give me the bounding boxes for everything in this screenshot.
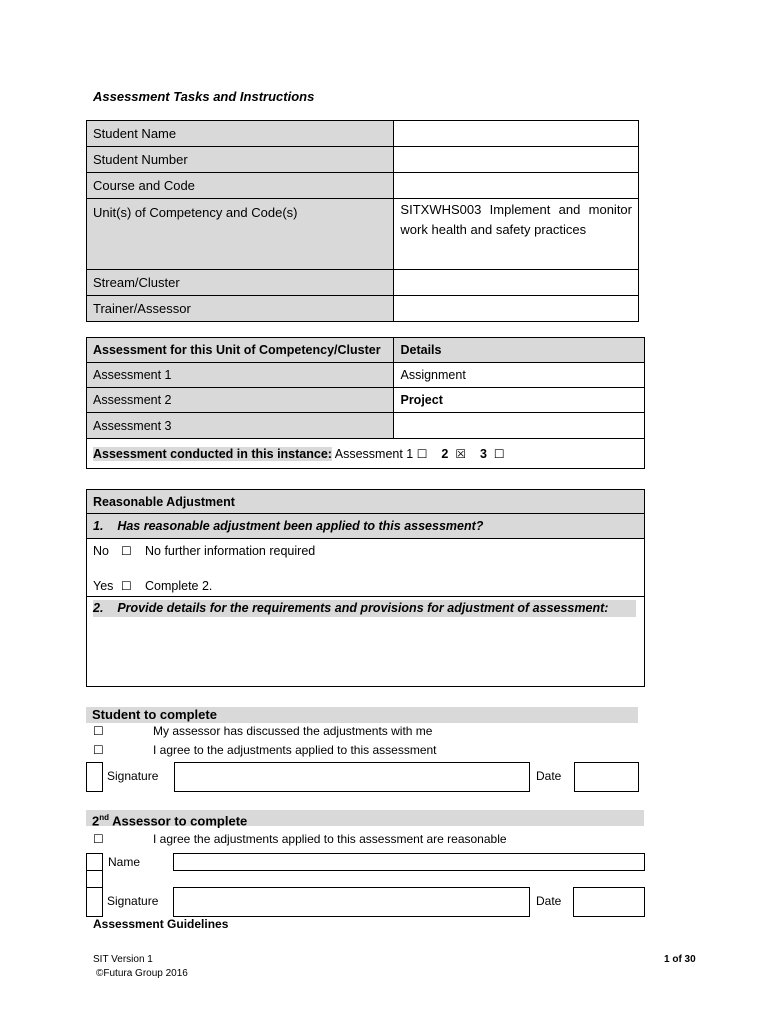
footer-version: SIT Version 1 [93, 954, 153, 965]
assessor2-title-num: 2 [92, 813, 100, 829]
table-header-row [87, 490, 645, 514]
student-name-field[interactable] [394, 121, 639, 147]
table-row [87, 597, 645, 687]
student-info-table [86, 120, 639, 322]
assessor2-title-sup: nd [99, 813, 110, 822]
assessor2-item-1 [93, 832, 507, 846]
assessment-1-label: Assessment 1 [87, 363, 394, 388]
student-signature-field[interactable] [174, 762, 530, 792]
table-row [87, 539, 645, 597]
no-label: No [93, 544, 109, 558]
assessment-2-checkbox[interactable]: ☒ [455, 446, 467, 461]
assessment-3-checkbox[interactable]: ☐ [493, 446, 505, 461]
assessor2-name-field[interactable] [173, 853, 645, 871]
table-header-row [87, 338, 645, 363]
reasonable-adjustment-title: Reasonable Adjustment [87, 490, 645, 514]
student-number-field[interactable] [394, 147, 639, 173]
student-date-field[interactable] [574, 762, 639, 792]
table-row [87, 296, 639, 322]
assessor2-margin-box-3 [86, 887, 103, 917]
student-signature-label: Signature [107, 769, 159, 783]
student-item-2-text: I agree to the adjustments applied to this assessment [153, 743, 437, 757]
footer-copyright: ©Futura Group 2016 [96, 968, 188, 979]
reasonable-adjustment-table [86, 489, 645, 687]
course-code-label: Course and Code [87, 173, 394, 199]
table-row [87, 173, 639, 199]
assessment-instance-label: Assessment conducted in this instance: [93, 446, 332, 461]
assessor2-margin-box-2 [86, 870, 103, 888]
assessment-2-value: Project [394, 388, 645, 413]
yes-checkbox[interactable]: ☐ [121, 579, 132, 593]
table-row [87, 199, 639, 270]
assessor2-date-field[interactable] [573, 887, 645, 917]
assessor2-item-1-checkbox[interactable]: ☐ [93, 832, 104, 846]
adjustment-details-field[interactable] [87, 597, 645, 687]
yes-option [93, 577, 638, 595]
assessor2-signature-label: Signature [107, 894, 159, 908]
student-number-label: Student Number [87, 147, 394, 173]
assessment-instance-opt3-label: 3 [480, 446, 487, 461]
assessment-instance-opt1-label: Assessment 1 [334, 446, 414, 461]
assessor2-item-1-text: I agree the adjustments applied to this assessment are reasonable [153, 832, 507, 846]
assessor2-name-label: Name [108, 855, 141, 869]
trainer-assessor-field[interactable] [394, 296, 639, 322]
table-row [87, 388, 645, 413]
student-item-1-checkbox[interactable]: ☐ [93, 724, 104, 738]
assessment-1-value: Assignment [394, 363, 645, 388]
footer-page-number: 1 of 30 [664, 954, 696, 965]
student-item-1-text: My assessor has discussed the adjustments with me [153, 724, 433, 738]
table-row [87, 270, 639, 296]
student-item-1 [93, 724, 432, 738]
student-date-label: Date [536, 769, 562, 783]
student-signature-margin-box [86, 762, 103, 792]
assessment-2-label: Assessment 2 [87, 388, 394, 413]
course-code-field[interactable] [394, 173, 639, 199]
assessment-3-value [394, 413, 645, 439]
table-row [87, 514, 645, 539]
assessment-guidelines-heading: Assessment Guidelines [93, 917, 229, 931]
assessor2-margin-box-1 [86, 853, 103, 871]
yes-text: Complete 2. [145, 579, 213, 593]
assessment-instance-row [87, 439, 645, 469]
trainer-assessor-label: Trainer/Assessor [87, 296, 394, 322]
no-text: No further information required [145, 544, 316, 558]
student-complete-title: Student to complete [86, 707, 638, 723]
student-name-label: Student Name [87, 121, 394, 147]
no-checkbox[interactable]: ☐ [121, 544, 132, 558]
unit-competency-label: Unit(s) of Competency and Code(s) [87, 199, 394, 270]
table-row [87, 439, 645, 469]
assessor2-date-label: Date [536, 894, 562, 908]
student-item-2 [93, 743, 437, 757]
assessor2-title [86, 810, 644, 829]
assessment-1-checkbox[interactable]: ☐ [416, 446, 428, 461]
page-title: Assessment Tasks and Instructions [93, 89, 315, 104]
adjustment-question-1: 1. Has reasonable adjustment been applied to this assessment? [87, 514, 645, 539]
assessment-header-left: Assessment for this Unit of Competency/Cluster [87, 338, 394, 363]
assessment-3-label: Assessment 3 [87, 413, 394, 439]
table-row [87, 147, 639, 173]
table-row [87, 121, 639, 147]
adjustment-question-2: 2. Provide details for the requirements and provisions for adjustment of assessment: [93, 600, 636, 617]
student-item-2-checkbox[interactable]: ☐ [93, 743, 104, 757]
assessment-table [86, 337, 645, 469]
table-row [87, 363, 645, 388]
unit-competency-value: SITXWHS003 Implement and monitor work health and safety practices [394, 199, 639, 270]
no-option [93, 542, 638, 560]
assessment-header-right: Details [394, 338, 645, 363]
assessment-instance-opt2-label: 2 [441, 446, 449, 461]
stream-cluster-field[interactable] [394, 270, 639, 296]
table-row [87, 413, 645, 439]
stream-cluster-label: Stream/Cluster [87, 270, 394, 296]
assessor2-title-text: Assessor to complete [109, 813, 248, 829]
yes-label: Yes [93, 579, 114, 593]
assessor2-signature-field[interactable] [173, 887, 530, 917]
